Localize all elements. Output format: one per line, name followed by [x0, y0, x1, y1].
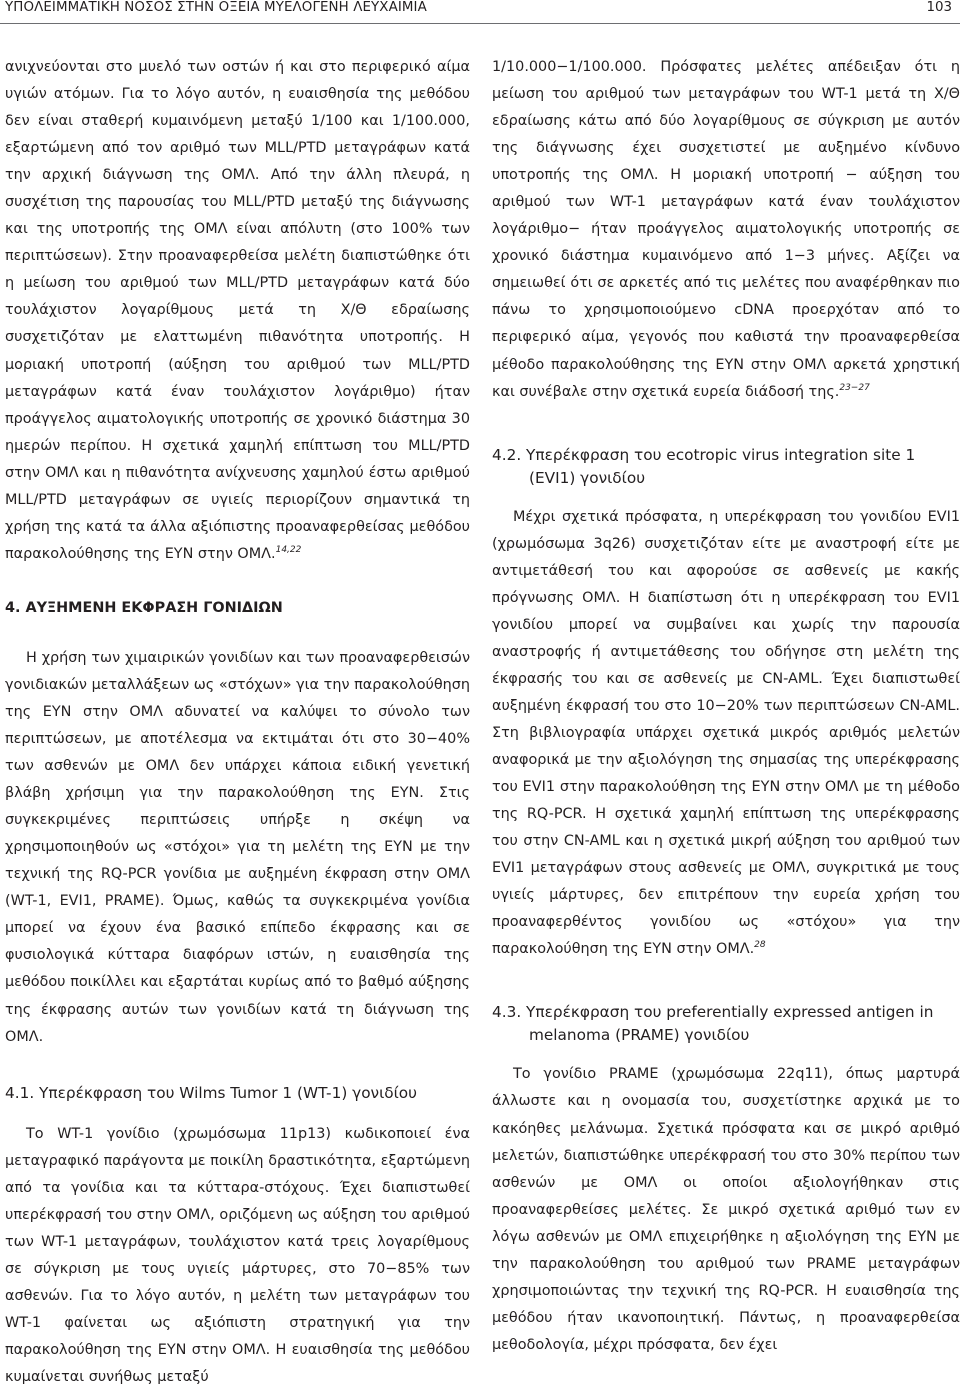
paragraph-text: ανιχνεύονται στο μυελό των οστών ή και στο περιφερικό αίμα υγιών ατόμων. Για το λόγο αυτόν, η ευαισθησία της μεθόδου δεν είναι σταθερή κυμαινόμενη μεταξύ 1/100 και 1/100.000, εξαρτώμενη από τον αριθμό των MLL/PTD μεταγράφων κατά την αρχική διάγνωση της ΟΜΛ. Από την άλλη πλευρά, η συσχέτιση της παρουσίας του MLL/PTD μεταξύ της διάγνωσης και της υποτροπής της ΟΜΛ είναι απόλυτη (στο 100% των περιπτώσεων). Στην προαναφερθείσα μελέτη διαπιστώθηκε ότι η μείωση του αριθμού των MLL/PTD μεταγράφων κατά δύο τουλάχιστον λογαρίθμους μετά τη Χ/Θ εδραίωσης συσχετιζόταν με ελαττωμένη πιθανότητα υποτροπής. Η μοριακή υποτροπή (αύξηση του αριθμού των MLL/PTD μεταγράφων κατά έναν τουλάχιστον λογάριθμο) ήταν προάγγελος αιματολογικής υποτροπής σε χρονικό διάστημα 30 ημερών περίπου. Η σχετικά χαμηλή επίπτωση του MLL/PTD στην ΟΜΛ και η πιθανότητα ανίχνευσης χαμηλού έστω αριθμού MLL/PTD μεταγράφων σε υγιείς περιορίζουν σημαντικά τη χρήση της κατά τα άλλα αξιόπιστης προαναφερθείσας μεθόδου παρακολούθησης της ΕΥΝ στην ΟΜΛ. [5, 59, 470, 562]
paragraph-wt1-continued [492, 54, 960, 406]
section-4-2-heading: 4.2. Υπερέκφραση του ecotropic virus integration site 1 (EVI1) γονιδίου [492, 445, 916, 487]
header-rule [0, 23, 960, 24]
reference-mark: 14,22 [275, 545, 302, 556]
reference-mark: 23−27 [839, 382, 870, 393]
section-4-heading: 4. ΑΥΞΗΜΕΝΗ ΕΚΦΡΑΣΗ ΓΟΝΙΔΙΩΝ [5, 599, 283, 616]
section-4-3-paragraph: Το γονίδιο PRAME (χρωμόσωμα 22q11), όπως μαρτυρά άλλωστε και η ονομασία του, συσχετίστηκε αρχικά με το κακόηθες μελάνωμα. Σχετικά πρόσφατα και σε μικρό αριθμό μελετών, διαπιστώθηκε υπερέκφρασή του στο 30% περίπου των ασθενών με ΟΜΛ οι οποίοι αξιολογήθηκαν στις προαναφερθείσες μελέτες. Σε μικρό σχετικά αριθμό των εν λόγω ασθενών με ΟΜΛ επιχειρήθηκε η αξιολόγηση της ΕΥΝ με την παρακολούθηση του αριθμού των PRAME μεταγράφων χρησιμοποιώντας την τεχνική της RQ-PCR. Η ευαισθησία της μεθόδου ήταν ικανοποιητική. Πάντως, η προαναφερθείσα μεθοδολογία, μέχρι πρόσφατα, δεν έχει [492, 1066, 960, 1353]
right-column [492, 54, 960, 1359]
paragraph-mll-ptd [5, 54, 470, 568]
section-4-2-paragraph [492, 504, 960, 964]
section-4-3-heading: 4.3. Υπερέκφραση του preferentially expressed antigen in melanoma (PRAME) γονιδίου [492, 1003, 934, 1045]
reference-mark: 28 [754, 940, 766, 951]
page-header [0, 0, 960, 24]
left-column [5, 54, 470, 1391]
page-number: 103 [926, 0, 952, 15]
paragraph-text: Μέχρι σχετικά πρόσφατα, η υπερέκφραση του γονιδίου EVI1 (χρωμόσωμα 3q26) συσχετιζόταν είτε με αναστροφή είτε με αντιμετάθεσή του και αφορούσε σε ασθενείς με κακής πρόγνωσης ΟΜΛ. Η διαπίστωση ότι η υπερέκφραση του EVI1 γονιδίου μπορεί να συμβαίνει και χωρίς την παρουσία αναστροφής ή αντιμετάθεσης του οδήγησε στη μελέτη της έκφρασής του και σε ασθενείς με CN-AML. Έχει διαπιστωθεί αυξημένη έκφρασή του στο 10−20% των περιπτώσεων CN-AML. Στη βιβλιογραφία υπάρχει σχετικά μικρός αριθμός μελετών αναφορικά με την αξιολόγηση της σημασίας της υπερέκφρασης του EVI1 στην παρακολούθηση της ΕΥΝ στην ΟΜΛ με τη μέθοδο της RQ-PCR. Η σχετικά χαμηλή επίπτωση της υπερέκφρασης του στην CN-AML και η σχετικά μικρή αύξηση του αριθμού των EVI1 μεταγράφων στους ασθενείς με ΟΜΛ, συγκριτικά με τους υγιείς μάρτυρες, δεν επιτρέπουν την ευρεία χρήση του προαναφερθέντος γονιδίου ως «στόχου» για την παρακολούθηση της ΕΥΝ στην ΟΜΛ. [492, 508, 960, 958]
section-4-1-heading: 4.1. Υπερέκφραση του Wilms Tumor 1 (WT-1) γονιδίου [5, 1083, 418, 1102]
paragraph-text: 1/10.000−1/100.000. Πρόσφατες μελέτες απέδειξαν ότι η μείωση του αριθμού των μεταγράφων του WT-1 μετά τη Χ/Θ εδραίωσης κάτω από δύο λογαρίθμους σε σύγκριση με αυτόν της διάγνωσης έχει συσχετιστεί με αυξημένο κίνδυνο υποτροπής της ΟΜΛ. Η μοριακή υποτροπή − αύξηση του αριθμού των WT-1 μεταγράφων κατά έναν τουλάχιστον λογάριθμο− ήταν προάγγελος αιματολογικής υποτροπής σε χρονικό διάστημα κυμαινόμενο από 1−3 μήνες. Αξίζει να σημειωθεί ότι σε αρκετές από τις μελέτες που αναφέρθηκαν πιο πάνω το χρησιμοποιούμενο cDNA προερχόταν από το περιφερικό αίμα, γεγονός που καθιστά την προαναφερθείσα μέθοδο παρακολούθησης της ΕΥΝ στην ΟΜΛ αρκετά χρηστική και συνέβαλε στην σχετικά ευρεία διάδοσή της. [492, 59, 960, 400]
section-4-paragraph: Η χρήση των χιμαιρικών γονιδίων και των προαναφερθεισών γονιδιακών μεταλλάξεων ως «στόχων» για την παρακολούθηση της ΕΥΝ στην ΟΜΛ αδυνατεί να καλύψει το σύνολο των περιπτώσεων, με αποτέλεσμα να εκτιμάται ότι στο 30−40% των ασθενών με ΟΜΛ δεν υπάρχει κάποια ειδική γενετική βλάβη χρήσιμη για την παρακολούθηση της ΕΥΝ. Στις συγκεκριμένες περιπτώσεις υπήρξε η σκέψη να χρησιμοποιηθούν ως «στόχοι» για τη μελέτη της ΕΥΝ με την τεχνική της RQ-PCR γονίδια με αυξημένη έκφραση στην ΟΜΛ (WT-1, EVI1, PRAME). Όμως, καθώς τα συγκεκριμένα γονίδια μπορεί να έχουν ένα βασικό επίπεδο έκφρασης και σε φυσιολογικά κύτταρα διαφόρων ιστών, η ευαισθησία της μεθόδου ποικίλλει και εξαρτάται κυρίως από το βαθμό αύξησης της έκφρασης αυτών των γονιδίων κατά τη διάγνωση της ΟΜΛ. [5, 649, 470, 1045]
section-4-1-paragraph: Το WT-1 γονίδιο (χρωμόσωμα 11p13) κωδικοποιεί ένα μεταγραφικό παράγοντα με ποικίλη δραστικότητα, εξαρτώμενη από τα γονίδια και τα κύτταρα-στόχους. Έχει διαπιστωθεί υπερέκφρασή του στην ΟΜΛ, οριζόμενη ως αύξηση του αριθμού των WT-1 μεταγράφων, τουλάχιστον κατά τρεις λογαρίθμους σε σύγκριση με τους υγιείς μάρτυρες, στο 70−85% των ασθενών. Για το λόγο αυτόν, η μελέτη των μεταγράφων του WT-1 φαίνεται ως αξιόπιστη στρατηγική για την παρακολούθηση της ΕΥΝ στην ΟΜΛ. Η ευαισθησία της μεθόδου κυμαίνεται συνήθως μεταξύ [5, 1125, 470, 1386]
running-title: ΥΠΟΛΕΙΜΜΑΤΙΚΗ ΝΟΣΟΣ ΣΤΗΝ ΟΞΕΙΑ ΜΥΕΛΟΓΕΝΗ ΛΕΥΧΑΙΜΙΑ [5, 0, 427, 15]
